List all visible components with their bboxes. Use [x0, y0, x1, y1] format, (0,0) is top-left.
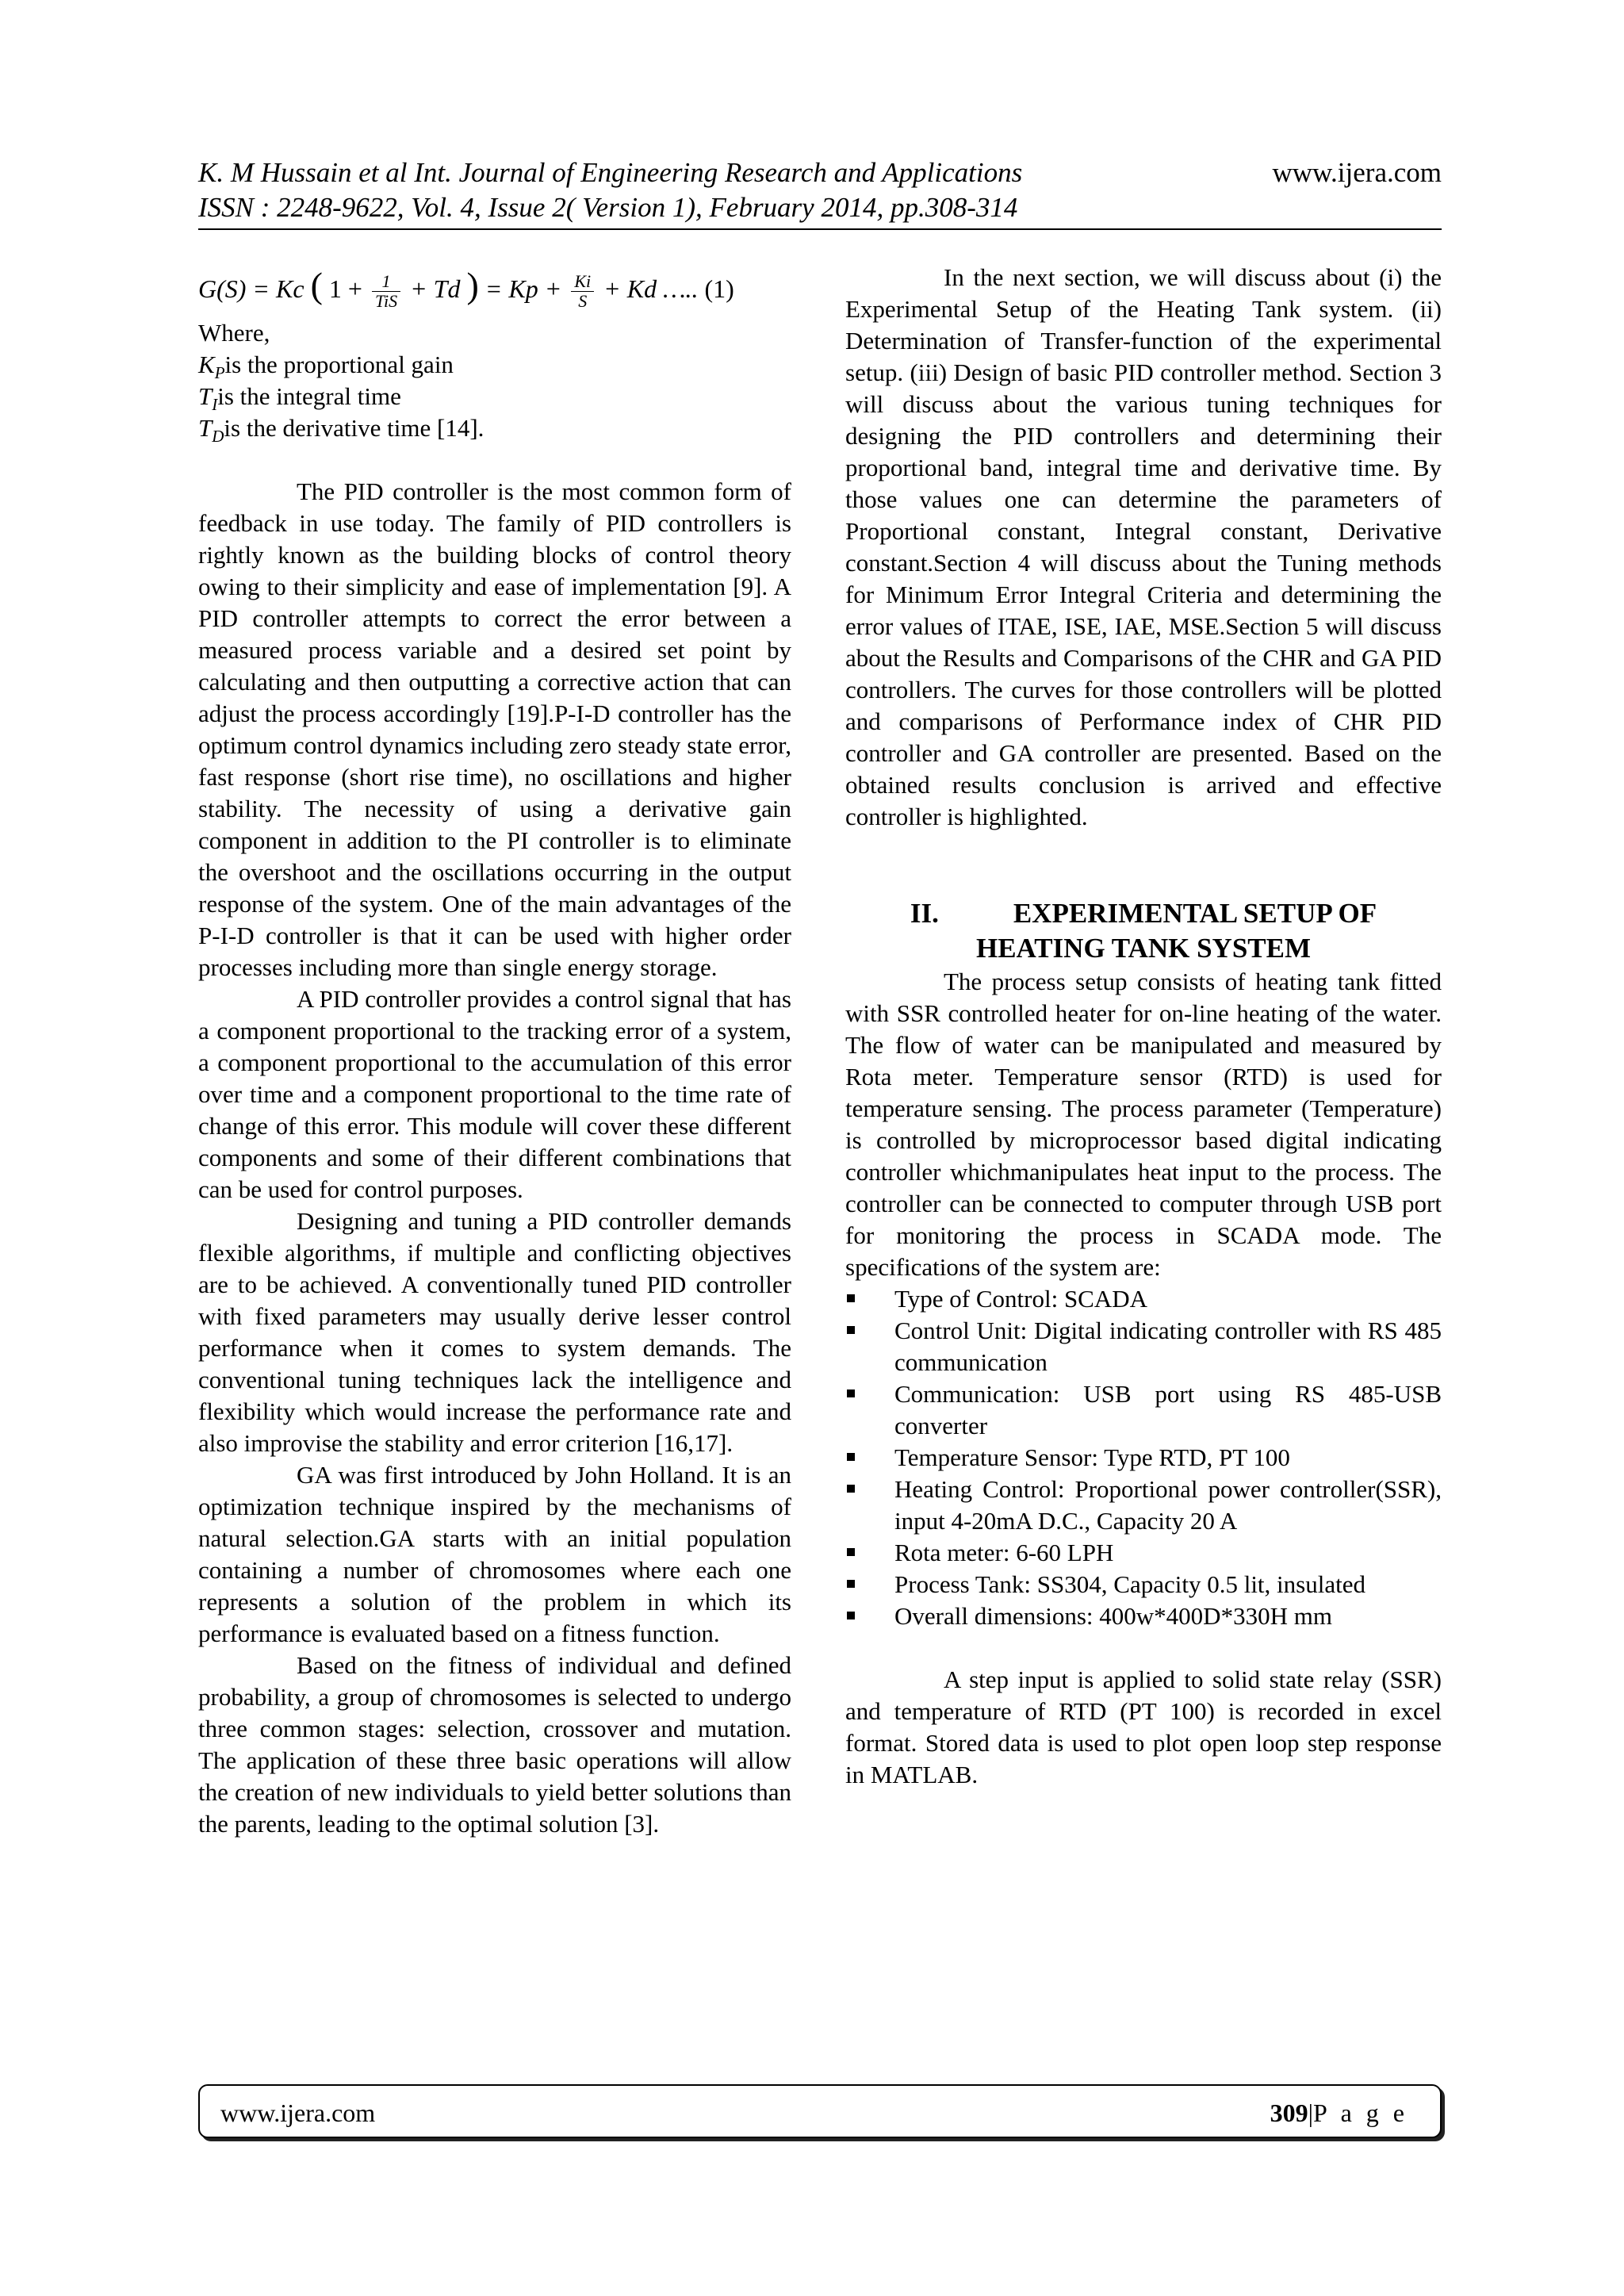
spec-text: Type of Control: SCADA	[894, 1285, 1148, 1313]
journal-title: K. M Hussain et al Int. Journal of Engineering Research and Applications	[198, 157, 1023, 188]
square-bullet-icon	[847, 1612, 855, 1619]
square-bullet-icon	[847, 1389, 855, 1397]
spec-text: Temperature Sensor: Type RTD, PT 100	[894, 1443, 1290, 1471]
definitions-block	[198, 317, 791, 444]
list-item	[845, 1474, 1442, 1537]
paragraph-ga-intro: GA was first introduced by John Holland. It is an optimization technique inspired by the mechanisms of natural selection.GA starts with an initial population containing a number of chromosomes where each one represents a solution of the problem in which its performance is evaluated based on a fitness function.	[198, 1461, 791, 1647]
equation-equals-kp: = Kp +	[485, 274, 562, 303]
list-item	[845, 1442, 1442, 1474]
def-kp	[198, 349, 791, 381]
footer-separator: |	[1308, 2099, 1313, 2127]
specifications-list	[845, 1283, 1442, 1632]
header-website: www.ijera.com	[1272, 157, 1442, 188]
kp-symbol: K	[198, 351, 215, 378]
list-item	[845, 1315, 1442, 1378]
equation-plus-td: + Td	[410, 274, 461, 303]
def-ti	[198, 381, 791, 412]
issn-line: ISSN : 2248-9622, Vol. 4, Issue 2( Version 1), February 2014, pp.308-314	[198, 192, 1018, 223]
right-column	[845, 262, 1442, 1791]
fraction-ki-over-s	[571, 272, 594, 311]
footer-page-info	[1270, 2097, 1408, 2129]
section-heading-experimental-setup	[845, 896, 1442, 966]
paragraph-pid-signal: A PID controller provides a control signal that has a component proportional to the tracking error of a system, a component proportional to the accumulation of this error over time and a component proportional to the time rate of change of this error. This module will cover these different components and some of their different combinations that can be used for control purposes.	[198, 985, 791, 1203]
spacer	[198, 444, 791, 476]
paragraph-pid-tuning: Designing and tuning a PID controller demands flexible algorithms, if multiple and conflicting objectives are to be achieved. A conventionally tuned PID controller with fixed parameters may usually derive lesser control performance when it comes to system demands. The conventional tuning techniques lack the intelligence and flexibility which would increase the performance rate and also improvise the stability and error criterion [16,17].	[198, 1207, 791, 1457]
kp-subscript: P	[214, 363, 225, 382]
square-bullet-icon	[847, 1294, 855, 1302]
paren-close: )	[466, 265, 479, 305]
td-subscript: D	[212, 427, 224, 446]
square-bullet-icon	[847, 1485, 855, 1493]
spec-text: Control Unit: Digital indicating controller with RS 485 communication	[894, 1317, 1442, 1376]
section-number: II.	[910, 898, 939, 929]
spacer	[845, 1632, 1442, 1664]
page-number: 309	[1270, 2099, 1308, 2127]
header-rule	[198, 228, 1442, 230]
spec-text: Heating Control: Proportional power controller(SSR), input 4-20mA D.C., Capacity 20 A	[894, 1475, 1442, 1535]
running-header	[198, 155, 1442, 225]
spec-text: Communication: USB port using RS 485-USB converter	[894, 1380, 1442, 1439]
paragraph-sections-overview: In the next section, we will discuss about (i) the Experimental Setup of the Heating Tank system. (ii) Determination of Transfer-function of the experimental setup. (iii) Design of basic PID controller method. Section 3 will discuss about the various tuning techniques for designing the PID controllers and determining their proportional band, integral time and derivative time. By those values one can determine the parameters of Proportional constant, Integral constant, Derivative constant.Section 4 will discuss about the Tuning methods for Minimum Error Integral Criteria and determining the error values of ITAE, ISE, IAE, MSE.Section 5 will discuss about the Results and Comparisons of the CHR and GA PID controllers. The curves for those controllers will be plotted and comparisons of Performance index of CHR PID controller and GA controller are presented. Based on the obtained results conclusion is arrived and effective controller is highlighted.	[845, 263, 1442, 830]
square-bullet-icon	[847, 1326, 855, 1334]
paragraph-pid-intro: The PID controller is the most common form of feedback in use today. The family of PID controllers is rightly known as the building blocks of control theory owing to their simplicity and ease of implementation [9]. A PID controller attempts to correct the error between a measured process variable and a desired set point by calculating and then outputting a corrective action that can adjust the process accordingly [19].P-I-D controller has the optimum control dynamics including zero steady state error, fast response (short rise time), no oscillations and higher stability. The necessity of using a derivative gain component in addition to the PI controller is to eliminate the overshoot and the oscillations occurring in the output response of the system. One of the main advantages of the P-I-D controller is that it can be used with higher order processes including more than single energy storage.	[198, 477, 791, 981]
list-item	[845, 1600, 1442, 1632]
square-bullet-icon	[847, 1453, 855, 1461]
td-text: is the derivative time [14].	[224, 414, 485, 442]
paren-open: (	[310, 265, 323, 305]
kp-text: is the proportional gain	[224, 351, 454, 378]
list-item	[845, 1378, 1442, 1442]
spec-text: Rota meter: 6-60 LPH	[894, 1539, 1114, 1566]
equation-lhs: G(S) = Kc	[198, 274, 304, 303]
td-symbol: T	[198, 414, 213, 442]
frac1-numerator: 1	[372, 272, 400, 292]
page-label: P a g e	[1312, 2099, 1408, 2127]
list-item	[845, 1283, 1442, 1315]
def-td	[198, 412, 791, 444]
square-bullet-icon	[847, 1548, 855, 1556]
ti-symbol: T	[198, 382, 213, 410]
frac2-numerator: Ki	[571, 272, 594, 292]
paragraph-ga-fitness: Based on the fitness of individual and defined probability, a group of chromosomes is selected to undergo three common stages: selection, crossover and mutation. The application of these three basic operations will allow the creation of new individuals to yield better solutions than the parents, leading to the optimal solution [3].	[198, 1651, 791, 1838]
list-item	[845, 1569, 1442, 1600]
equation-one-plus: 1 +	[328, 274, 362, 303]
frac1-denominator: TiS	[374, 291, 398, 312]
where-label: Where,	[198, 319, 270, 347]
section-title-line2: HEATING TANK SYSTEM	[975, 933, 1312, 964]
ti-text: is the integral time	[217, 382, 401, 410]
square-bullet-icon	[847, 1580, 855, 1588]
paragraph-step-input: A step input is applied to solid state relay (SSR) and temperature of RTD (PT 100) is recorded in excel format. Stored data is used to plot open loop step response in MATLAB.	[845, 1665, 1442, 1788]
equation-1	[198, 262, 791, 317]
list-item	[845, 1537, 1442, 1569]
spec-text: Process Tank: SS304, Capacity 0.5 lit, insulated	[894, 1570, 1365, 1598]
spec-text: Overall dimensions: 400w*400D*330H mm	[894, 1602, 1332, 1630]
equation-number: (1)	[704, 274, 734, 303]
footer-website: www.ijera.com	[220, 2099, 376, 2127]
section-title-line1: EXPERIMENTAL SETUP OF	[1013, 898, 1377, 929]
ti-subscript: I	[212, 395, 218, 414]
left-column	[198, 262, 791, 1840]
paragraph-process-setup: The process setup consists of heating tank fitted with SSR controlled heater for on-line heating of the water. The flow of water can be manipulated and measured by Rota meter. Temperature sensor (RTD) is used for temperature sensing. The process parameter (Temperature) is controlled by microprocessor based digital indicating controller whichmanipulates heat input to the process. The controller can be connected to computer through USB port for monitoring the process in SCADA mode. The specifications of the system are:	[845, 968, 1442, 1281]
equation-plus-kd: + Kd …..	[603, 274, 699, 303]
page-footer	[198, 2084, 1442, 2138]
frac2-denominator: S	[578, 291, 588, 312]
fraction-1-over-tis	[372, 272, 400, 311]
